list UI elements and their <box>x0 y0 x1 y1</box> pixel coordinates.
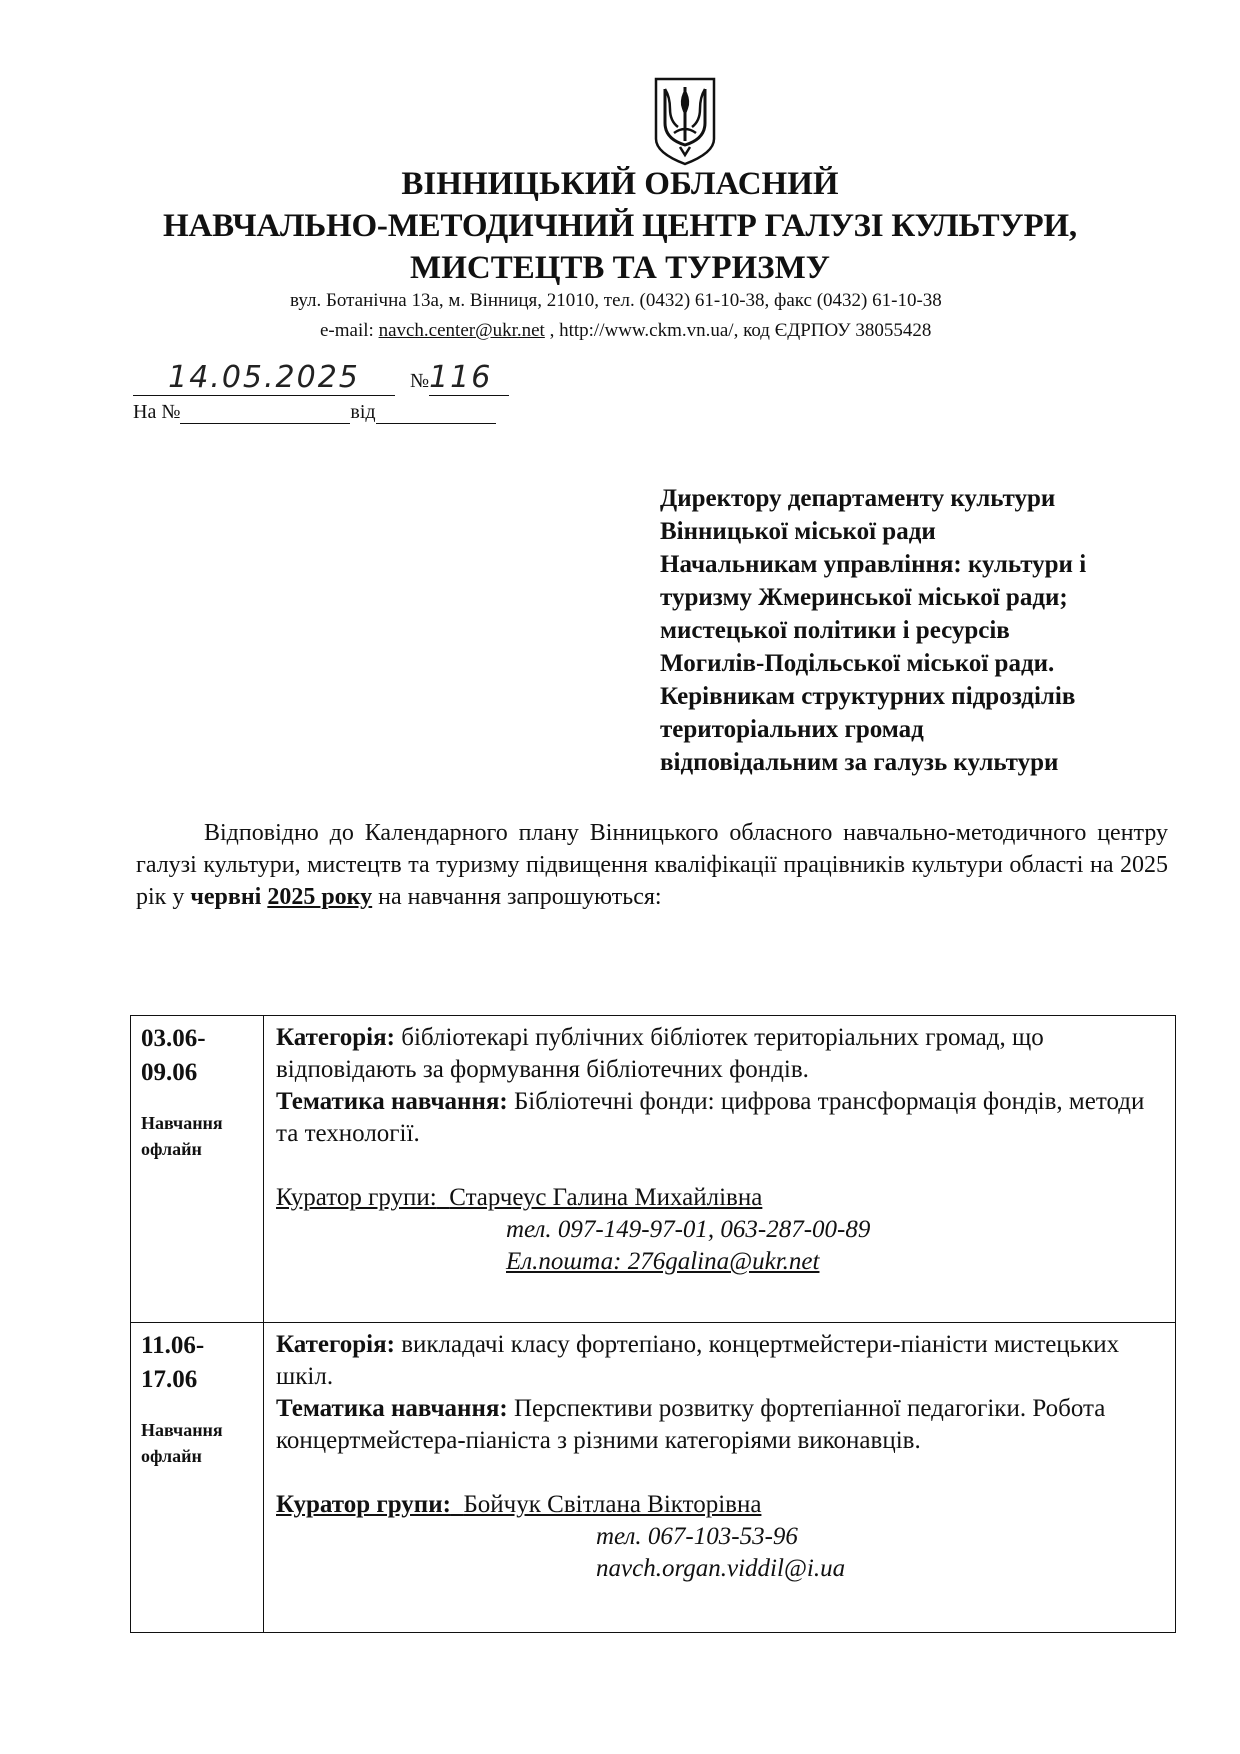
category-text: викладачі класу фортепіано, концертмейстери-піаністи мистецьких шкіл. <box>276 1331 1120 1390</box>
category-text: бібліотекарі публічних бібліотек територіальних громад, що відповідають за формування бібліотечних фондів. <box>276 1024 1044 1083</box>
addressee-line: туризму Жмеринської міської ради; <box>660 584 1068 611</box>
courses-table <box>130 1015 1176 1633</box>
category-label: Категорія: <box>276 1024 395 1051</box>
ref-from-label: від <box>350 401 376 423</box>
org-title-line1: ВІННИЦЬКИЙ ОБЛАСНИЙ <box>401 166 839 202</box>
curator-line <box>276 1182 1163 1214</box>
intro-paragraph <box>136 817 1168 913</box>
course-details-cell <box>264 1016 1176 1323</box>
addressee-block <box>660 482 1086 779</box>
curator-email-link[interactable]: Ел.пошта: 276galina@ukr.net <box>506 1248 820 1275</box>
curator-label: Куратор групи: <box>276 1184 437 1211</box>
category-label: Категорія: <box>276 1331 395 1358</box>
addressee-line: мистецької політики і ресурсів <box>660 617 1010 644</box>
course-dates-cell <box>131 1016 264 1323</box>
addressee-line: Керівникам структурних підрозділів <box>660 683 1076 710</box>
intro-month: червні <box>190 884 262 910</box>
org-title-line2: НАВЧАЛЬНО-МЕТОДИЧНИЙ ЦЕНТР ГАЛУЗІ КУЛЬТУРИ, <box>163 208 1077 244</box>
course-dates-cell <box>131 1323 264 1633</box>
trident-emblem-icon <box>652 75 718 167</box>
ref-number-label: На № <box>133 401 181 423</box>
org-email-link[interactable]: navch.center@ukr.net <box>378 320 545 341</box>
curator-email[interactable]: navch.organ.viddil@i.ua <box>596 1555 846 1582</box>
course-date-end: 17.06 <box>141 1366 198 1393</box>
number-label: № <box>410 370 430 392</box>
curator-label: Куратор групи: <box>276 1491 451 1518</box>
ref-date-blank <box>376 405 496 424</box>
addressee-line: територіальних громад <box>660 716 924 743</box>
outgoing-date: 14.05.2025 <box>133 360 395 396</box>
site-and-code: , http://www.ckm.vn.ua/, код ЄДРПОУ 38055428 <box>544 320 932 341</box>
topic-label: Тематика навчання: <box>276 1395 508 1422</box>
org-title-line3: МИСТЕЦТВ ТА ТУРИЗМУ <box>410 250 830 286</box>
postal-address: вул. Ботанічна 13а, м. Вінниця, 21010, тел. (0432) 61-10-38, факс (0432) 61-10-38 <box>290 290 942 311</box>
intro-text: Відповідно до Календарного плану Вінницького обласного навчально-методичного центру галузі культури, мистецтв та туризму підвищення кваліфікації працівників культури області на 2025 рік у <box>136 820 1168 910</box>
addressee-line: відповідальним за галузь культури <box>660 749 1059 776</box>
addressee-line: Могилів-Подільської міської ради. <box>660 650 1055 677</box>
email-label: e-mail: <box>320 320 379 341</box>
ref-number-blank <box>180 405 350 424</box>
intro-text-end: на навчання запрошуються: <box>372 884 662 910</box>
table-row <box>131 1016 1176 1323</box>
addressee-line: Начальникам управління: культури і <box>660 551 1087 578</box>
course-mode: Навчання офлайн <box>141 1113 223 1159</box>
intro-year: 2025 року <box>267 884 373 910</box>
addressee-line: Директору департаменту культури <box>660 485 1056 512</box>
table-row <box>131 1323 1176 1633</box>
topic-text: Бібліотечні фонди: цифрова трансформація фондів, методи та технології. <box>276 1088 1145 1147</box>
curator-phone: тел. 097-149-97-01, 063-287-00-89 <box>506 1216 871 1243</box>
course-date-start: 03.06- <box>141 1025 206 1052</box>
topic-label: Тематика навчання: <box>276 1088 508 1115</box>
curator-name: Бойчук Світлана Вікторівна <box>463 1491 762 1518</box>
course-date-start: 11.06- <box>141 1332 205 1359</box>
email-site-line <box>320 317 931 344</box>
curator-name: Старчеус Галина Михайлівна <box>449 1184 763 1211</box>
course-details-cell <box>264 1323 1176 1633</box>
curator-phone: тел. 067-103-53-96 <box>596 1523 798 1550</box>
outgoing-number: 116 <box>429 360 509 396</box>
curator-line <box>276 1489 1163 1521</box>
addressee-line: Вінницької міської ради <box>660 518 936 545</box>
curator-email <box>276 1246 1163 1278</box>
topic-text: Перспективи розвитку фортепіанної педагогіки. Робота концертмейстера-піаніста з різними категоріями виконавців. <box>276 1395 1106 1454</box>
course-date-end: 09.06 <box>141 1059 198 1086</box>
course-mode: Навчання офлайн <box>141 1420 223 1466</box>
